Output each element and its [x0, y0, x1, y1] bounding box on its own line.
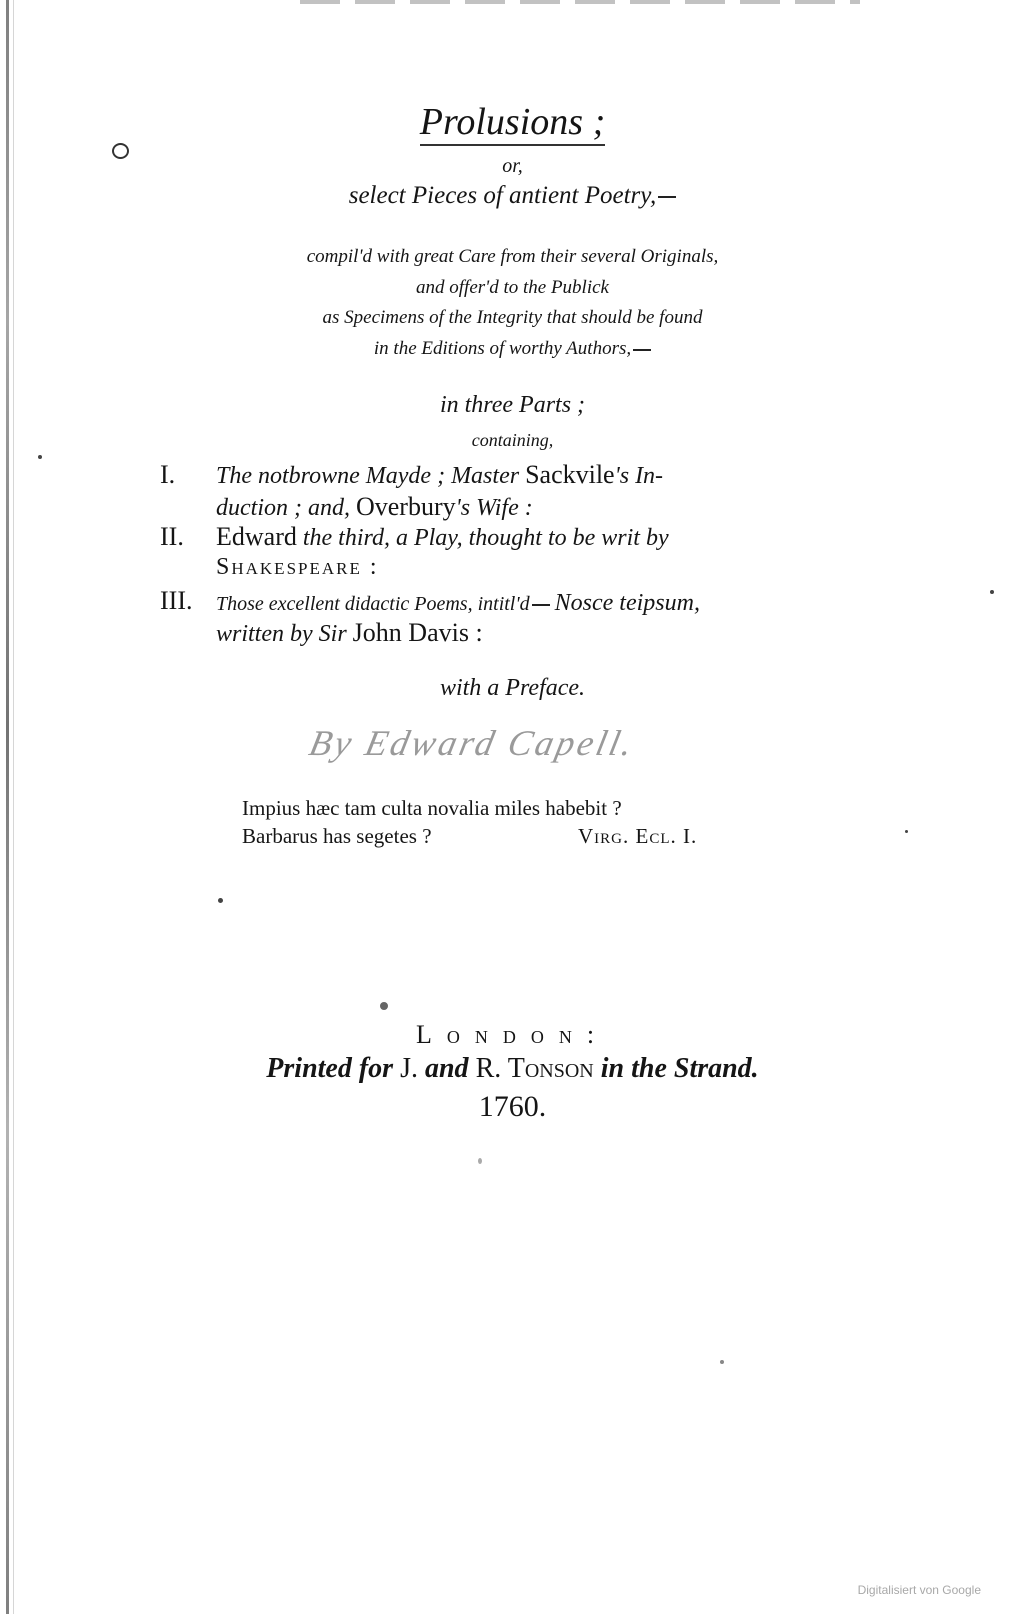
- ink-speck: [478, 1158, 482, 1164]
- page-edge-line: [13, 0, 14, 1614]
- item-line-1: The notbrowne Mayde ; Master Sackvile's In-: [216, 460, 664, 489]
- item-line-2: written by Sir John Davis :: [216, 618, 483, 647]
- epigraph-line-2: Barbarus has segetes ?: [242, 824, 432, 848]
- book-title: Prolusions ;: [0, 100, 1025, 144]
- containing-label: containing,: [471, 430, 554, 450]
- top-bleed-through: [300, 0, 860, 4]
- parts-heading: in three Parts ;: [439, 392, 586, 418]
- item-numeral: III.: [160, 586, 193, 615]
- title-or: or,: [502, 155, 523, 177]
- item-line-2: duction ; and, Overbury's Wife :: [216, 492, 533, 521]
- digitization-watermark: Digitalisiert von Google: [857, 1583, 981, 1597]
- item-line-1: Edward the third, a Play, thought to be writ by: [216, 522, 669, 551]
- ink-speck: [218, 898, 223, 903]
- epigraph-source: Virg. Ecl. I.: [578, 824, 698, 848]
- description-line-4: in the Editions of worthy Authors,: [0, 338, 1025, 360]
- preface-line: with a Preface.: [439, 675, 586, 701]
- imprint-city: London:: [415, 1020, 610, 1049]
- imprint-year: 1760.: [478, 1090, 547, 1123]
- ink-speck: [905, 830, 908, 833]
- item-numeral: II.: [160, 522, 184, 551]
- imprint-printer: Printed for J. and R. Tonson in the Strand.: [266, 1053, 759, 1084]
- handwritten-attribution: By Edward Capell.: [305, 723, 639, 763]
- ink-speck: [380, 1002, 388, 1010]
- ink-speck: [720, 1360, 724, 1364]
- item-numeral: I.: [160, 460, 176, 489]
- item-line-2: Shakespeare :: [216, 554, 379, 580]
- subtitle: select Pieces of antient Poetry,: [0, 182, 1025, 210]
- page-edge-shadow: [6, 0, 9, 1614]
- description-line-1: compil'd with great Care from their several Originals,: [306, 246, 719, 267]
- ink-speck: [38, 455, 42, 459]
- ink-speck: [990, 590, 994, 594]
- description-line-2: and offer'd to the Publick: [416, 277, 609, 298]
- item-line-1: Those excellent didactic Poems, intitl'd Nosce teipsum,: [216, 590, 700, 616]
- description-line-3: as Specimens of the Integrity that should be found: [322, 307, 703, 328]
- epigraph-line-1: Impius hæc tam culta novalia miles habebit ?: [242, 796, 622, 820]
